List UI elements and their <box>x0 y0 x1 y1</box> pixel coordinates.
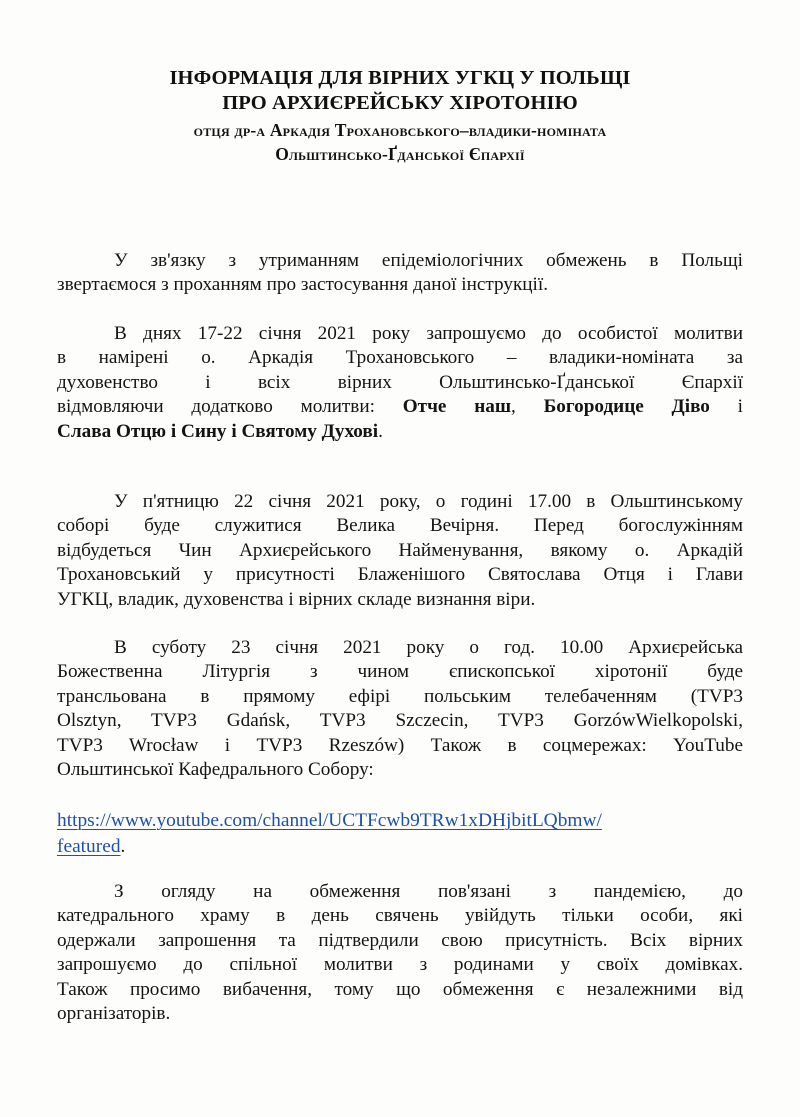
paragraph-line: Olsztyn, TVP3 Gdańsk, TVP3 Szczecin, TVP3 GorzówWielkopolski, <box>57 710 743 732</box>
link-text-part1: https://www.youtube.com/channel/UCTFcwb9TRw1xDHjbitLQbmw/ <box>57 810 602 831</box>
paragraph-line: трансльована в прямому ефірі польським телебаченням (TVP3 <box>57 685 743 707</box>
paragraph-vespers <box>57 490 743 612</box>
paragraph-line: організаторів. <box>57 1003 171 1025</box>
paragraph-line: У зв'язку з утриманням епідеміологічних обмежень в Польщі <box>114 250 743 271</box>
paragraph-line: Трохановський у присутності Блаженішого Святослава Отця і Глави <box>57 564 743 586</box>
paragraph-line: духовенство і всіх вірних Ольштинсько-Ґданської Єпархії <box>57 371 743 393</box>
header-title-line1: ІНФОРМАЦІЯ ДЛЯ ВІРНИХ УГКЦ У ПОЛЬЩІ <box>169 67 631 89</box>
paragraph-line: відбудеться Чин Архиєрейського Найменування, вякому о. Аркадій <box>57 539 743 561</box>
paragraph-line: звертаємося з проханням про застосування даної інструкції. <box>57 274 549 296</box>
paragraph-line: одержали запрошення та підтвердили свою присутність. Всіх вірних <box>57 929 743 951</box>
paragraph-liturgy-broadcast <box>57 636 743 782</box>
paragraph-line: Ольштинської Кафедрального Собору: <box>57 759 374 781</box>
paragraph-restrictions <box>57 249 743 298</box>
paragraph-line: В суботу 23 січня 2021 року о год. 10.00 Архиєрейська <box>114 637 743 658</box>
document-header <box>60 66 740 166</box>
paragraph-line: TVP3 Wrocław і TVP3 Rzeszów) Також в соцмережах: YouTube <box>57 734 743 756</box>
paragraph-line: соборі буде служитися Велика Вечірня. Перед богослужінням <box>57 515 743 537</box>
paragraph-line: Також просимо вибачення, тому що обмеження є незалежними від <box>57 978 743 1000</box>
paragraph-text: відмовляючи додатково молитви: <box>57 396 403 418</box>
header-subtitle-line1: отця др-а Аркадія Трохановського–владики-номіната <box>193 120 607 140</box>
paragraph-text: , <box>511 396 544 418</box>
prayer-name-our-father: Отче наш <box>402 396 512 418</box>
paragraph-prayer-days <box>57 322 743 444</box>
youtube-channel-link[interactable] <box>57 810 602 857</box>
paragraph-text: і <box>709 396 744 418</box>
youtube-link-block <box>57 808 747 860</box>
paragraph-line <box>57 420 743 444</box>
paragraph-text: . <box>378 420 383 442</box>
paragraph-line: З огляду на обмеження пов'язані з пандемією, до <box>114 881 743 902</box>
header-subtitle-line2: Ольштинсько-Ґданської Єпархії <box>275 144 525 164</box>
paragraph-pandemic-limits <box>57 880 743 1026</box>
paragraph-line: в намірені о. Аркадія Трохановського – владики-номіната за <box>57 347 743 369</box>
link-suffix: . <box>120 836 126 857</box>
link-text-part2: featured <box>57 836 121 857</box>
paragraph-line: У п'ятницю 22 січня 2021 року, о годині 17.00 в Ольштинському <box>114 491 743 512</box>
paragraph-line: Божественна Літургія з чином єпископської хіротонії буде <box>57 661 743 683</box>
paragraph-line <box>57 395 743 419</box>
paragraph-line: запрошуємо до спільної молитви з родинами у своїх домівках. <box>57 954 743 976</box>
header-title-line2: ПРО АРХИЄРЕЙСЬКУ ХІРОТОНІЮ <box>222 92 578 114</box>
paragraph-line: В днях 17-22 січня 2021 року запрошуємо до особистої молитви <box>114 323 743 344</box>
prayer-name-glory-be: Слава Отцю і Сину і Святому Духові <box>57 420 379 442</box>
paragraph-line: катедрального храму в день свячень увійдуть тільки особи, які <box>57 905 743 927</box>
paragraph-line: УГКЦ, владик, духовенства і вірних складе визнання віри. <box>57 588 536 610</box>
prayer-name-hail-mary: Богородице Діво <box>543 396 710 418</box>
